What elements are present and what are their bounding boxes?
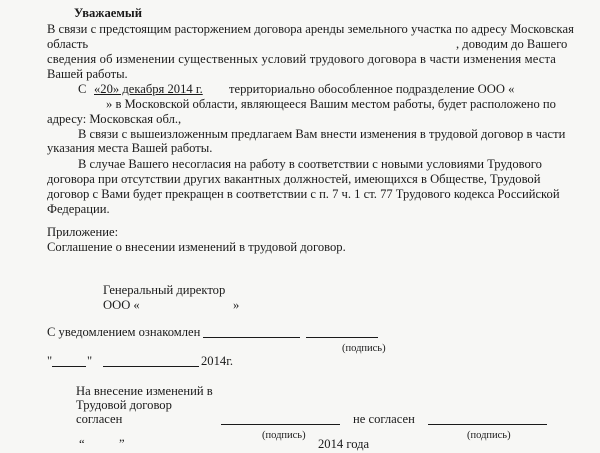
- p1-line1: В связи с предстоящим расторжением договора аренды земельного участка по адресу Московская: [47, 22, 574, 36]
- agree-sign-line: [221, 424, 340, 425]
- ack-quote-open: ": [47, 354, 53, 368]
- p4-line1: В случае Вашего несогласия на работу в соответствии с новыми условиями Трудового: [78, 157, 542, 171]
- greeting: Уважаемый: [74, 6, 142, 20]
- p1-line2a: область: [47, 37, 89, 51]
- consent-quote-close: ”: [119, 437, 125, 451]
- consent-year: 2014 года: [318, 437, 370, 451]
- ack-quote-close: ": [87, 354, 93, 368]
- p2-c: С: [78, 82, 87, 96]
- p2-line2: » в Московской области, являющееся Вашим местом работы, будет расположено по: [106, 97, 556, 111]
- ack-month-line: [103, 366, 199, 367]
- agree-sign-caption: (подпись): [262, 430, 306, 441]
- director-org-close: »: [233, 298, 240, 312]
- consent-disagree: не согласен: [353, 412, 415, 426]
- disagree-sign-line: [428, 424, 547, 425]
- p2-rest1: территориально обособленное подразделение ООО «: [229, 82, 515, 96]
- p4-line2: договора при отсутствии других вакантных должностей, имеющихся в Обществе, Трудовой: [47, 172, 541, 186]
- ack-year: 2014г.: [201, 354, 234, 368]
- ack-day-line: [52, 366, 86, 367]
- consent-line1: На внесение изменений в: [76, 384, 213, 398]
- p1-line3: сведения об изменении существенных условий трудового договора в части изменения места: [47, 52, 557, 66]
- p1-line2b: , доводим до Вашего: [456, 37, 568, 51]
- ack-name-line: [203, 337, 300, 338]
- p2-date: «20» декабря 2014 г.: [94, 82, 203, 96]
- disagree-sign-caption: (подпись): [467, 430, 511, 441]
- director-title: Генеральный директор: [103, 283, 226, 297]
- appendix-text: Соглашение о внесении изменений в трудовой договор.: [47, 240, 346, 254]
- consent-line2: Трудовой договор: [76, 398, 172, 412]
- director-org-open: ООО «: [103, 298, 140, 312]
- p2-line3: адресу: Московская обл.,: [47, 112, 182, 126]
- ack-sign-caption: (подпись): [342, 343, 386, 354]
- consent-agree: согласен: [76, 412, 123, 426]
- appendix-label: Приложение:: [47, 225, 119, 239]
- p1-line4: Вашей работы.: [47, 67, 128, 81]
- ack-sign-line: [306, 337, 378, 338]
- ack-label: С уведомлением ознакомлен: [47, 325, 201, 339]
- p3-line2: указания места Вашей работы.: [47, 141, 213, 155]
- consent-quote-open: “: [79, 437, 85, 451]
- p3-line1: В связи с вышеизложенным предлагаем Вам внести изменения в трудовой договор в части: [78, 127, 566, 141]
- p4-line3: договор с Вами будет прекращен в соответствии с п. 7 ч. 1 ст. 77 Трудового кодекса Российской: [47, 187, 560, 201]
- p4-line4: Федерации.: [47, 202, 110, 216]
